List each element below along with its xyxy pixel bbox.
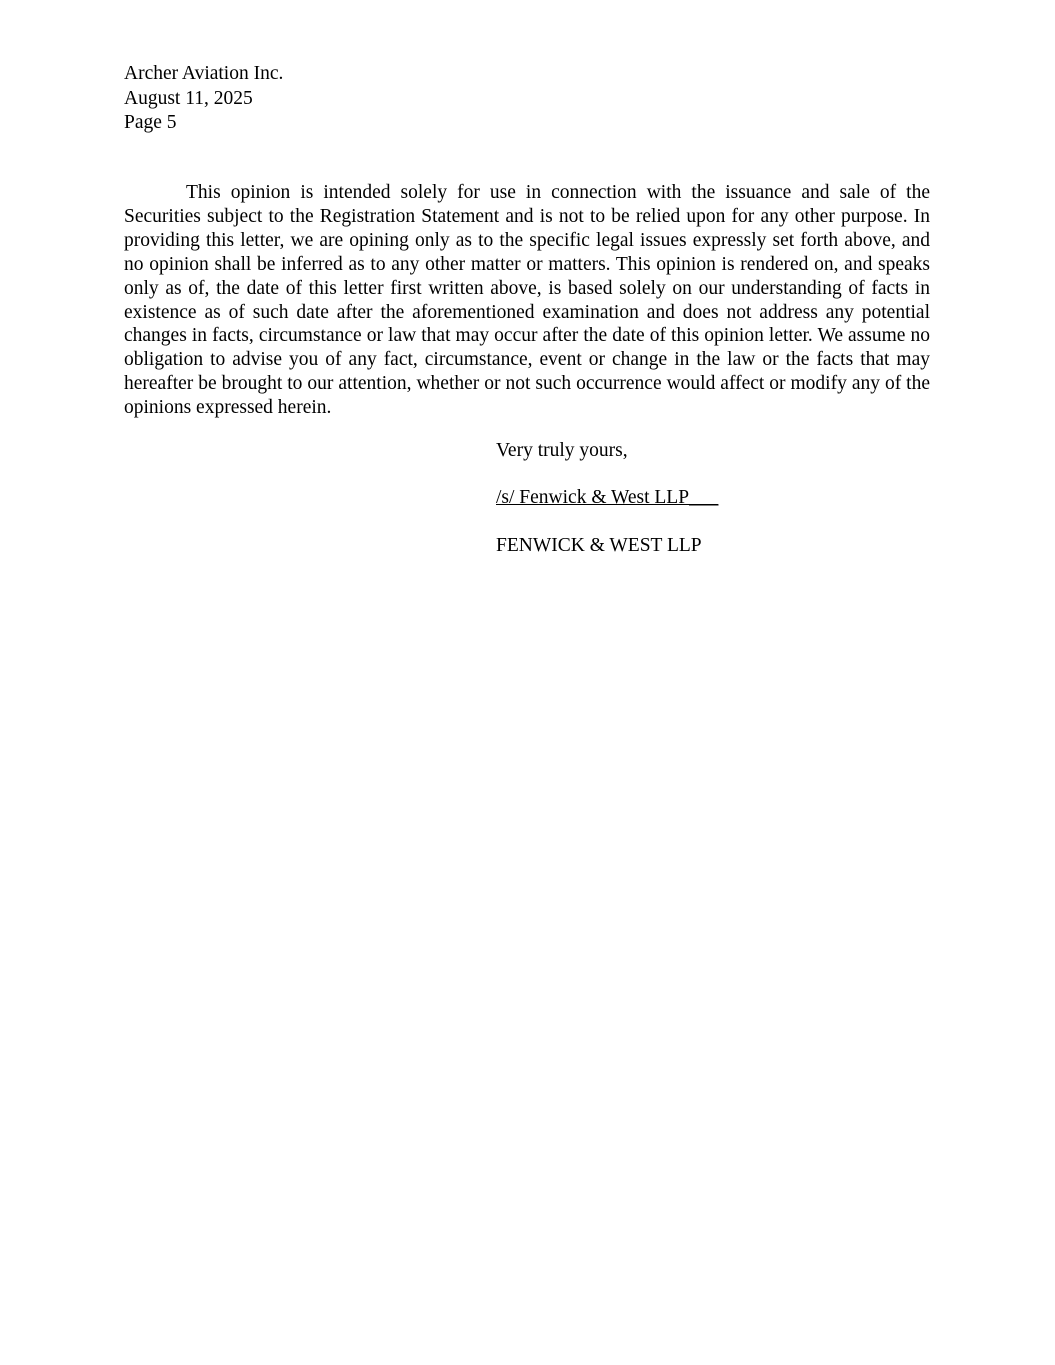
signature-line: /s/ Fenwick & West LLP___ [496, 487, 719, 508]
company-name: Archer Aviation Inc. [124, 63, 284, 84]
page-number: Page 5 [124, 112, 177, 133]
letter-header [124, 62, 283, 136]
letter-date: August 11, 2025 [124, 87, 253, 109]
opinion-paragraph: This opinion is intended solely for use in connection with the issuance and sale of the Securities subject to the Registration Statement and is not to be relied upon for any other purpose. In providing this letter, we are opining only as to the specific legal issues expressly set forth above, and no opinion shall be inferred as to any other matter or matters. This opinion is rendered on, and speaks only as of, the date of this letter first written above, is based solely on our understanding of facts in existence as of such date after the aforementioned examination and does not address any potential changes in facts, circumstance or law that may occur after the date of this opinion letter. We assume no obligation to advise you of any fact, circumstance, event or change in the law or the facts that may hereafter be brought to our attention, whether or not such occurrence would affect or modify any of the opinions expressed herein. [124, 182, 930, 419]
firm-name: FENWICK & WEST LLP [496, 535, 702, 556]
closing-salutation: Very truly yours, [496, 440, 628, 461]
